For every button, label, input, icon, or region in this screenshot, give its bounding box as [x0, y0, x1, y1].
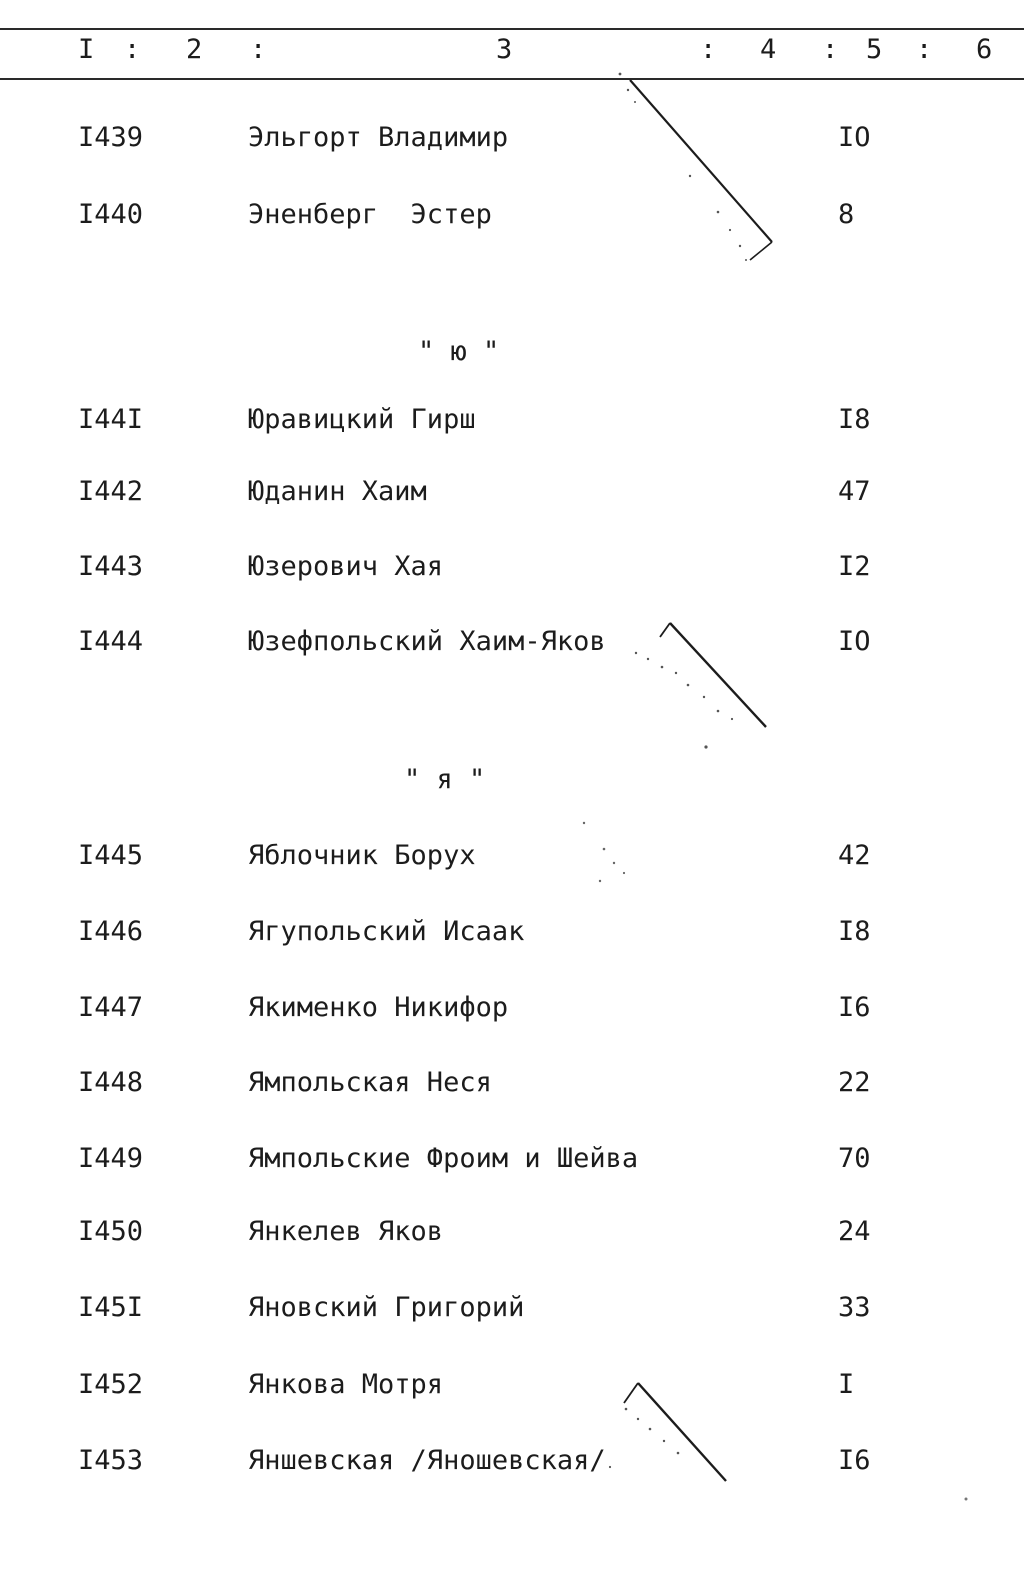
header-bottom-rule [0, 78, 1024, 80]
person-name: Юравицкий Гирш [248, 404, 476, 435]
person-name: Ямпольская Неся [248, 1067, 492, 1098]
table-row [0, 195, 1024, 235]
record-number: I447 [78, 992, 144, 1023]
person-name: Яншевская /Яношевская/ [248, 1445, 606, 1476]
record-number: I445 [78, 840, 144, 871]
table-row [0, 472, 1024, 512]
record-count: 33 [838, 1292, 871, 1323]
record-number: I450 [78, 1216, 144, 1247]
record-count: I2 [838, 551, 871, 582]
column-header-5: 5 [866, 34, 883, 65]
person-name: Ягупольский Исаак [248, 916, 525, 947]
record-number: I45I [78, 1292, 144, 1323]
column-header-1: I [78, 34, 95, 65]
column-separator: : [700, 34, 717, 65]
table-row [0, 622, 1024, 662]
column-separator: : [250, 34, 267, 65]
record-number: I453 [78, 1445, 144, 1476]
column-header-3: 3 [496, 34, 513, 65]
section-heading-ya: " я " [404, 764, 486, 795]
record-count: I [838, 1369, 855, 1400]
table-row [0, 1288, 1024, 1328]
person-name: Эльгорт Владимир [248, 122, 509, 153]
record-number: I44I [78, 404, 144, 435]
table-row [0, 836, 1024, 876]
table-row [0, 1139, 1024, 1179]
record-number: I442 [78, 476, 144, 507]
table-row [0, 1212, 1024, 1252]
record-count: I8 [838, 404, 871, 435]
table-row [0, 912, 1024, 952]
record-count: 24 [838, 1216, 871, 1247]
record-number: I443 [78, 551, 144, 582]
record-number: I452 [78, 1369, 144, 1400]
speck-marks-icon [940, 1485, 980, 1515]
person-name: Юданин Хаим [248, 476, 427, 507]
person-name: Янкова Мотря [248, 1369, 444, 1400]
column-separator: : [124, 34, 141, 65]
person-name: Яновский Григорий [248, 1292, 525, 1323]
record-count: I8 [838, 916, 871, 947]
record-number: I444 [78, 626, 144, 657]
section-heading-yu: " ю " [418, 336, 500, 367]
record-count: I6 [838, 992, 871, 1023]
table-row [0, 988, 1024, 1028]
column-header-2: 2 [186, 34, 203, 65]
person-name: Юзерович Хая [248, 551, 444, 582]
record-count: 8 [838, 199, 855, 230]
table-row [0, 1441, 1024, 1481]
table-row [0, 400, 1024, 440]
person-name: Якименко Никифор [248, 992, 509, 1023]
person-name: Ямпольские Фроим и Шейва [248, 1143, 639, 1174]
record-number: I446 [78, 916, 144, 947]
record-count: 70 [838, 1143, 871, 1174]
person-name: Эненберг Эстер [248, 199, 492, 230]
record-count: 47 [838, 476, 871, 507]
table-row [0, 547, 1024, 587]
record-count: IO [838, 122, 871, 153]
record-count: I6 [838, 1445, 871, 1476]
record-number: I448 [78, 1067, 144, 1098]
record-count: 42 [838, 840, 871, 871]
partial-stamp-mark-icon [590, 60, 790, 275]
column-separator: : [916, 34, 933, 65]
record-number: I449 [78, 1143, 144, 1174]
record-count: IO [838, 626, 871, 657]
table-row [0, 118, 1024, 158]
person-name: Юзефпольский Хаим-Яков [248, 626, 606, 657]
column-separator: : [822, 34, 839, 65]
column-header-6: 6 [976, 34, 993, 65]
record-count: 22 [838, 1067, 871, 1098]
table-row [0, 1063, 1024, 1103]
column-header-4: 4 [760, 34, 777, 65]
person-name: Яблочник Борух [248, 840, 476, 871]
person-name: Янкелев Яков [248, 1216, 444, 1247]
record-number: I439 [78, 122, 144, 153]
record-number: I440 [78, 199, 144, 230]
table-row [0, 1365, 1024, 1405]
